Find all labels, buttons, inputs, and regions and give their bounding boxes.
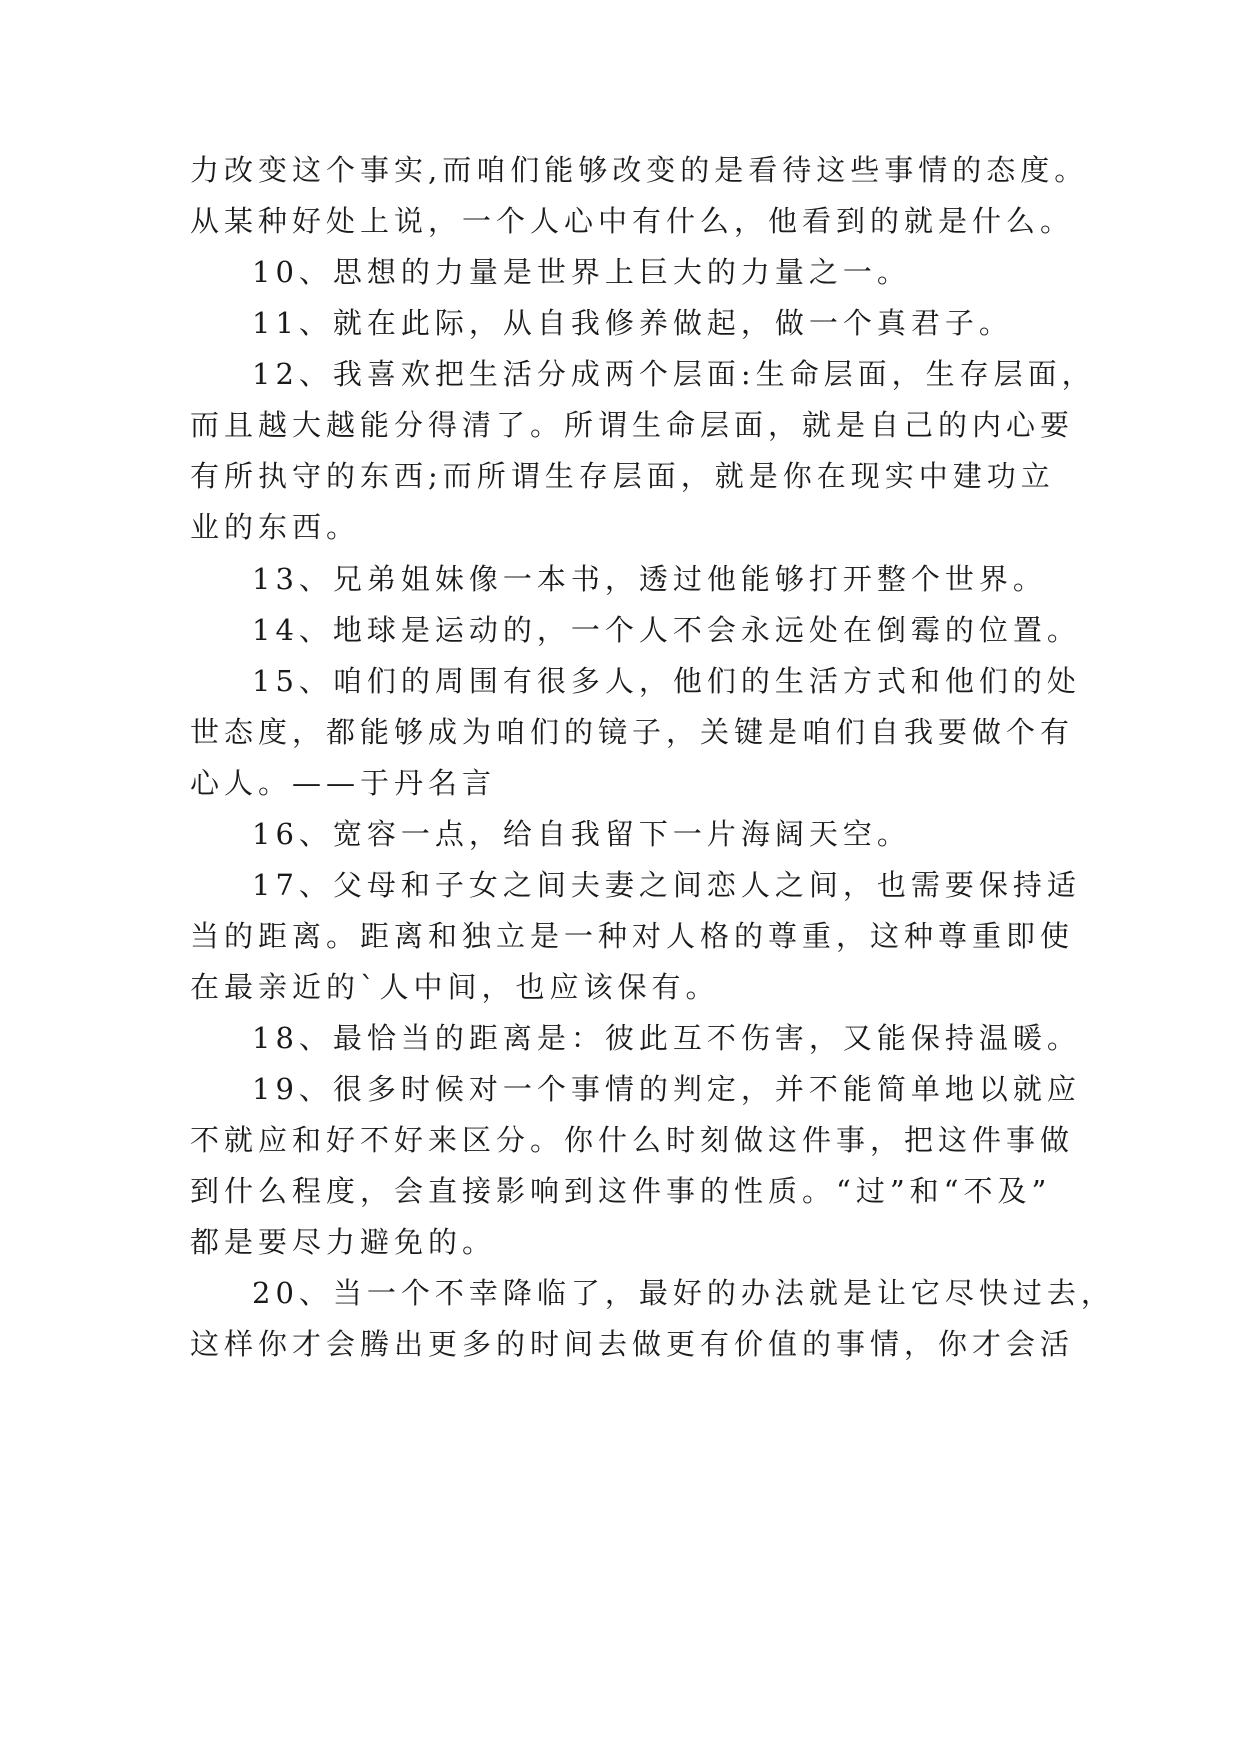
text-line: 都是要尽力避免的。 bbox=[190, 1225, 497, 1259]
text-line: 13、兄弟姐妹像一本书，透过他能够打开整个世界。 bbox=[252, 562, 1047, 596]
text-line: 10、思想的力量是世界上巨大的力量之一。 bbox=[252, 255, 911, 289]
text-line: 17、父母和子女之间夫妻之间恋人之间，也需要保持适 bbox=[252, 868, 1081, 902]
text-line: 而且越大越能分得清了。所谓生命层面，就是自己的内心要 bbox=[190, 408, 1075, 442]
text-line: 当的距离。距离和独立是一种对人格的尊重，这种尊重即使 bbox=[190, 919, 1075, 953]
text-line: 业的东西。 bbox=[190, 510, 361, 544]
text-line: 在最亲近的`人中间，也应该保有。 bbox=[190, 970, 720, 1004]
text-line: 这样你才会腾出更多的时间去做更有价值的事情，你才会活 bbox=[190, 1327, 1075, 1361]
text-line: 15、咱们的周围有很多人，他们的生活方式和他们的处 bbox=[252, 664, 1081, 698]
text-line: 心人。——于丹名言 bbox=[190, 766, 497, 800]
text-line: 从某种好处上说，一个人心中有什么，他看到的就是什么。 bbox=[190, 204, 1075, 238]
text-line: 18、最恰当的距离是：彼此互不伤害，又能保持温暖。 bbox=[252, 1021, 1081, 1055]
text-line: 14、地球是运动的，一个人不会永远处在倒霉的位置。 bbox=[252, 613, 1081, 647]
text-line: 不就应和好不好来区分。你什么时刻做这件事，把这件事做 bbox=[190, 1123, 1075, 1157]
text-line: 世态度，都能够成为咱们的镜子，关键是咱们自我要做个有 bbox=[190, 715, 1075, 749]
text-line: 有所执守的东西;而所谓生存层面，就是你在现实中建功立 bbox=[190, 459, 1055, 493]
text-line: 20、当一个不幸降临了，最好的办法就是让它尽快过去， bbox=[252, 1276, 1115, 1310]
text-line: 力改变这个事实,而咱们能够改变的是看待这些事情的态度。 bbox=[190, 153, 1089, 187]
text-line: 到什么程度，会直接影响到这件事的性质。“过”和“不及” bbox=[190, 1174, 1052, 1208]
text-line: 11、就在此际，从自我修养做起，做一个真君子。 bbox=[252, 306, 1013, 340]
text-line: 12、我喜欢把生活分成两个层面:生命层面，生存层面， bbox=[252, 357, 1096, 391]
text-line: 16、宽容一点，给自我留下一片海阔天空。 bbox=[252, 817, 911, 851]
text-line: 19、很多时候对一个事情的判定，并不能简单地以就应 bbox=[252, 1072, 1081, 1106]
